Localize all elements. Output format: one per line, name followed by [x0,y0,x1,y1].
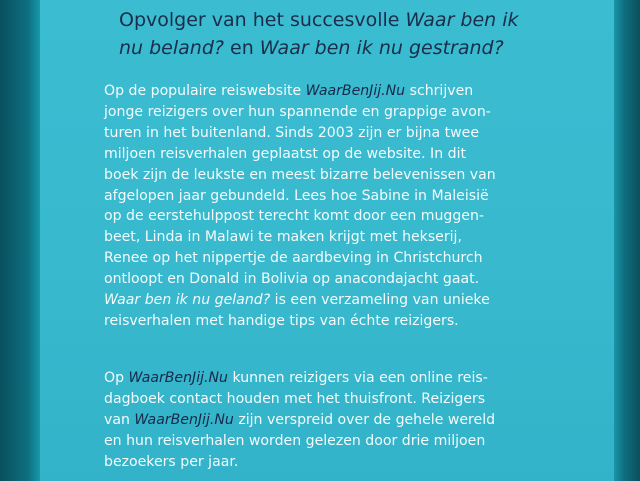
text-segment: zijn verspreid over de gehele wereld [233,411,496,428]
blurb-paragraph-2 [104,368,595,473]
headline-intro: Opvolger van het succesvolle [119,9,406,31]
text-line [104,81,595,102]
text-line: afgelopen jaar gebundeld. Lees hoe Sabine in Maleisië [104,187,489,204]
text-line: dagboek contact houden met het thuisfront. Reizigers [104,390,486,407]
blurb-paragraph-1 [104,81,595,332]
brand-name: WaarBenJij.Nu [305,83,406,99]
text-segment: schrijven [405,83,474,99]
headline-title-1a: Waar ben ik [405,9,519,31]
text-line: miljoen reisverhalen geplaatst op de website. In dit [104,145,467,162]
headline-title-1b: nu beland? [119,37,224,59]
text-line: turen in het buitenland. Sinds 2003 zijn er bijna twee [104,124,479,141]
text-line [104,410,595,431]
text-segment: is een verzameling van unieke [270,292,490,309]
text-line [104,368,595,389]
brand-name: WaarBenJij.Nu [134,411,234,428]
text-line: Renee op het nippertje de aardbeving in Christchurch [104,250,483,267]
text-segment: Op de populaire reiswebsite [104,83,306,99]
text-line: boek zijn de leukste en meest bizarre belevenissen van [104,166,496,183]
book-title-mention: Waar ben ik nu geland? [104,292,271,309]
headline-title-2: Waar ben ik nu gestrand? [259,37,504,59]
background-edge [614,0,640,481]
book-back-cover [40,0,614,481]
text-segment: van [104,411,135,428]
text-line: reisverhalen met handige tips van échte reizigers. [104,312,459,329]
text-segment: Op [104,370,129,386]
text-line [104,290,595,311]
book-spine-edge [0,0,40,481]
text-segment: kunnen reizigers via een online reis- [227,370,488,386]
brand-name: WaarBenJij.Nu [128,370,228,386]
cover-headline [119,6,589,62]
text-line: jonge reizigers over hun spannende en grappige avon- [104,103,491,120]
text-line: ontloopt en Donald in Bolivia op anacondajacht gaat. [104,271,480,288]
text-line: op de eerstehulppost terecht komt door een muggen- [104,208,484,225]
text-line: en hun reisverhalen worden gelezen door drie miljoen [104,432,486,449]
text-line: bezoekers per jaar. [104,453,239,470]
headline-conjunction: en [223,37,260,59]
text-line: beet, Linda in Malawi te maken krijgt met hekserij, [104,229,462,246]
